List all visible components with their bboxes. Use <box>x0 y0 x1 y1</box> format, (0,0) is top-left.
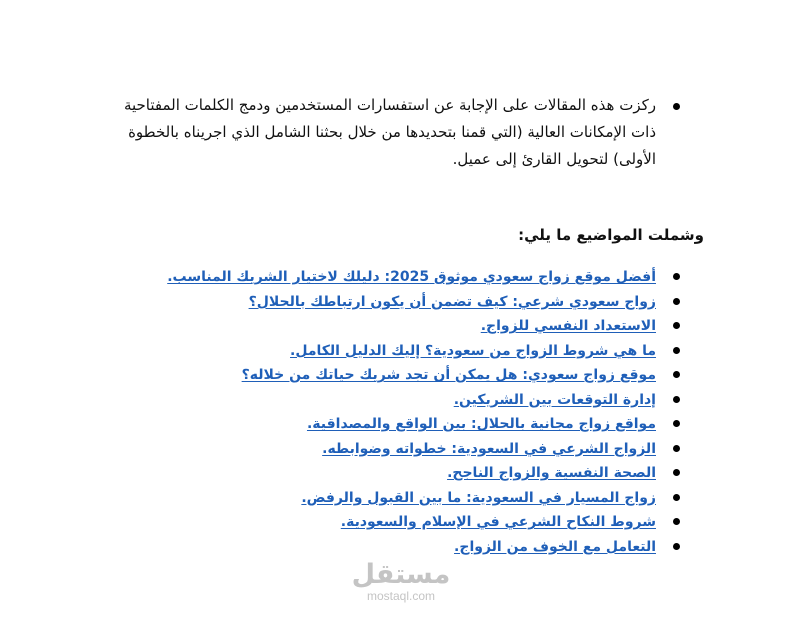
bullet-icon <box>673 396 680 403</box>
bullet-icon <box>673 347 680 354</box>
topic-item <box>160 264 680 289</box>
topic-item <box>160 411 680 436</box>
bullet-icon <box>673 469 680 476</box>
intro-text: ركزت هذه المقالات على الإجابة عن استفسارات المستخدمين ودمج الكلمات المفتاحية ذات الإمكانات العالية (التي قمنا بتحديدها من خلال بحثنا الشامل الذي اجريناه بالخطوة الأولى) لتحويل القارئ إلى عميل. <box>123 96 656 168</box>
topic-link[interactable]: إدارة التوقعات بين الشريكين. <box>453 391 656 408</box>
topic-link[interactable]: مواقع زواج مجانية بالحلال: بين الواقع والمصداقية. <box>306 416 656 432</box>
topic-item <box>160 436 680 461</box>
topic-link[interactable]: شروط النكاح الشرعي في الإسلام والسعودية. <box>340 514 656 530</box>
topic-link[interactable]: زواج المسيار في السعودية: ما بين القبول والرفض. <box>301 489 656 506</box>
topic-link[interactable]: الزواج الشرعي في السعودية: خطواته وضوابطه. <box>322 440 656 457</box>
topic-item <box>160 289 680 314</box>
bullet-icon <box>673 322 680 329</box>
watermark-url: mostaql.com <box>366 589 436 603</box>
topic-link[interactable]: موقع زواج سعودي: هل يمكن أن تجد شريك حياتك من خلاله؟ <box>241 367 656 383</box>
topic-item <box>160 485 680 510</box>
topic-item <box>160 338 680 363</box>
topic-link[interactable]: زواج سعودي شرعي: كيف تضمن أن يكون ارتباطك بالحلال؟ <box>248 293 656 310</box>
topics-list <box>160 264 680 558</box>
topic-item <box>160 460 680 485</box>
topic-link[interactable]: ما هي شروط الزواج من سعودية؟ إليك الدليل الكامل. <box>290 342 656 359</box>
watermark-logo: مستقل <box>351 559 451 590</box>
mostaql-watermark <box>346 560 456 603</box>
bullet-icon <box>673 371 680 378</box>
topic-link[interactable]: أفضل موقع زواج سعودي موثوق 2025: دليلك لاختيار الشريك المناسب. <box>167 269 656 285</box>
topic-link[interactable]: الصحة النفسية والزواج الناجح. <box>447 465 656 481</box>
intro-list <box>114 92 680 173</box>
bullet-icon <box>673 494 680 501</box>
topic-item <box>160 509 680 534</box>
bullet-icon <box>673 518 680 525</box>
intro-paragraph <box>114 92 680 173</box>
bullet-icon <box>673 543 680 550</box>
bullet-icon <box>673 420 680 427</box>
topic-item <box>160 534 680 559</box>
topic-link[interactable]: الاستعداد النفسي للزواج. <box>480 318 656 334</box>
bullet-icon <box>673 445 680 452</box>
topic-link[interactable]: التعامل مع الخوف من الزواج. <box>454 538 656 555</box>
topic-item <box>160 313 680 338</box>
topics-heading: وشملت المواضيع ما يلي: <box>518 226 704 244</box>
bullet-icon <box>673 273 680 280</box>
topic-item <box>160 387 680 412</box>
bullet-icon <box>673 298 680 305</box>
topic-item <box>160 362 680 387</box>
bullet-icon <box>673 103 680 110</box>
